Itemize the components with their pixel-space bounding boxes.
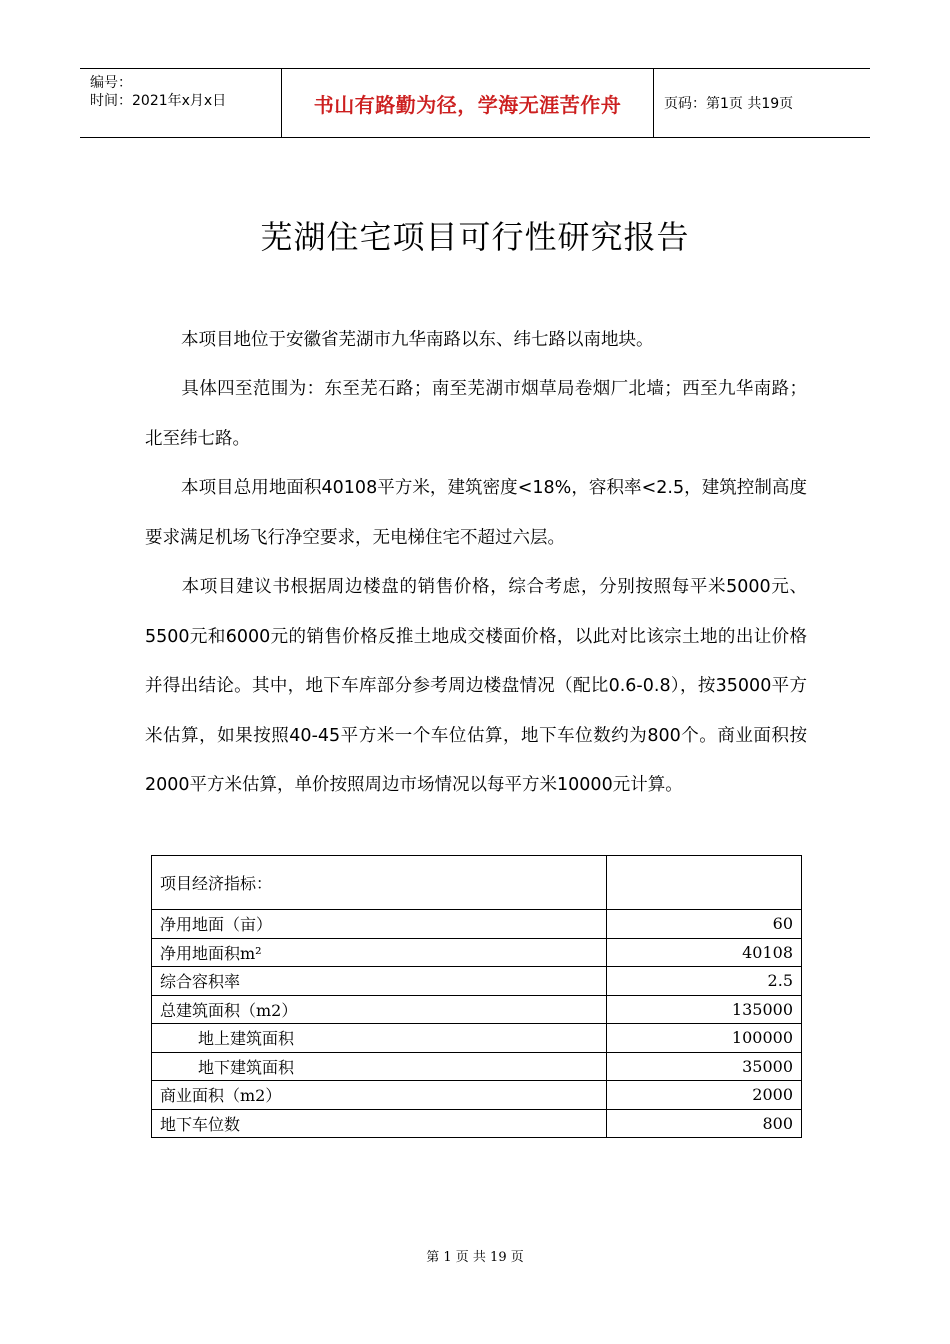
row-label: 地上建筑面积 <box>152 1024 607 1053</box>
table-row <box>152 910 802 939</box>
row-label: 总建筑面积（m2） <box>152 995 607 1024</box>
table-row <box>152 967 802 996</box>
economic-indicators-table <box>151 855 802 1138</box>
row-label: 商业面积（m2） <box>152 1081 607 1110</box>
row-value: 100000 <box>607 1024 802 1053</box>
row-label: 地下建筑面积 <box>152 1052 607 1081</box>
paragraph-land-area: 本项目总用地面积40108平方米，建筑密度<18%，容积率<2.5，建筑控制高度要求满足机场飞行净空要求，无电梯住宅不超过六层。 <box>145 478 807 548</box>
row-label: 净用地面积m² <box>152 938 607 967</box>
table-row <box>152 1081 802 1110</box>
table-row <box>152 938 802 967</box>
document-time-label: 时间：2021年x月x日 <box>90 93 227 109</box>
row-value: 2000 <box>607 1081 802 1110</box>
paragraph-location: 本项目地位于安徽省芜湖市九华南路以东、纬七路以南地块。 <box>181 330 654 350</box>
header-meta <box>80 69 281 137</box>
table-row <box>152 1024 802 1053</box>
row-value: 40108 <box>607 938 802 967</box>
row-label: 地下车位数 <box>152 1109 607 1138</box>
page-footer: 第 1 页 共 19 页 <box>426 1250 524 1265</box>
row-value: 2.5 <box>607 967 802 996</box>
table-header-empty-cell <box>607 856 802 910</box>
paragraph-pricing: 本项目建议书根据周边楼盘的销售价格，综合考虑，分别按照每平米5000元、5500元和6000元的销售价格反推土地成交楼面价格，以此对比该宗土地的出让价格并得出结论。其中，地下车库部分参考周边楼盘情况（配比0.6-0.8），按35000平方米估算，如果按照40-45平方米一个车位估算，地下车位数约为800个。商业面积按2000平方米估算，单价按照周边市场情况以每平方米10000元计算。 <box>145 577 807 795</box>
row-value: 60 <box>607 910 802 939</box>
table-header-row <box>152 856 802 910</box>
paragraph-boundaries: 具体四至范围为：东至芜石路；南至芜湖市烟草局卷烟厂北墙；西至九华南路；北至纬七路。 <box>145 379 807 449</box>
header-motto: 书山有路勤为径，学海无涯苦作舟 <box>281 69 654 137</box>
table-row <box>152 995 802 1024</box>
table-header-cell: 项目经济指标： <box>152 856 607 910</box>
table-row <box>152 1052 802 1081</box>
table-row <box>152 1109 802 1138</box>
row-value: 800 <box>607 1109 802 1138</box>
page-header <box>80 68 870 138</box>
row-value: 35000 <box>607 1052 802 1081</box>
row-value: 135000 <box>607 995 802 1024</box>
document-title: 芜湖住宅项目可行性研究报告 <box>260 218 690 256</box>
row-label: 综合容积率 <box>152 967 607 996</box>
document-number-label: 编号： <box>90 75 132 91</box>
row-label: 净用地面（亩） <box>152 910 607 939</box>
header-page-code: 页码：第1页 共19页 <box>664 96 794 112</box>
